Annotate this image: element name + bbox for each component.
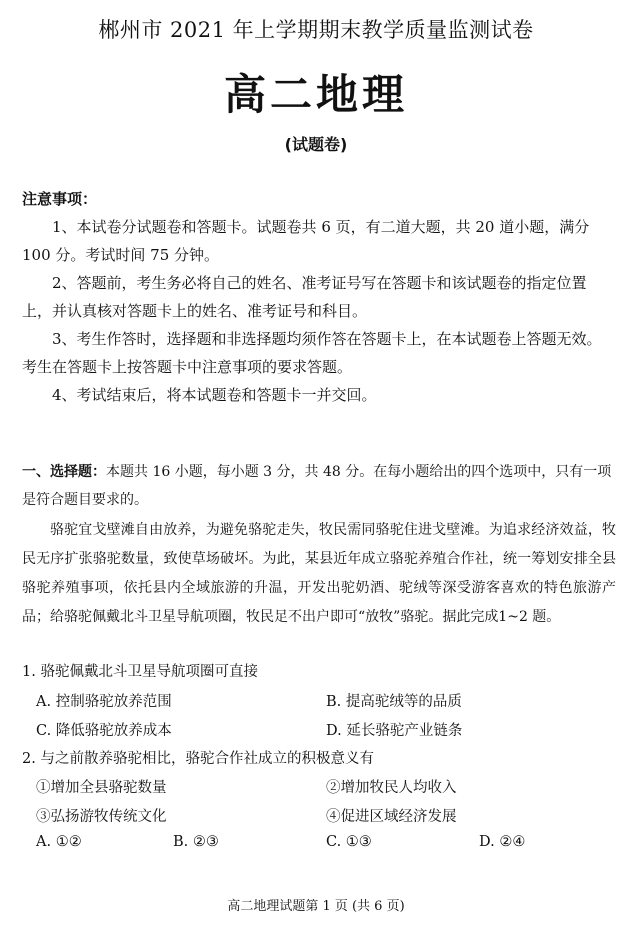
- question-2-option-a: A. ①②: [36, 834, 82, 850]
- notice-item-2: 2、答题前，考生务必将自己的姓名、准考证号写在答题卡和该试题卷的指定位置上，并认真核对答题卡上的姓名、准考证号和科目。: [22, 274, 587, 320]
- notice-item-1: 1、本试卷分试题卷和答题卡。试题卷共 6 页，有二道大题，共 20 道小题，满分 100 分。考试时间 75 分钟。: [22, 218, 590, 264]
- question-1-option-c: C. 降低骆驼放养成本: [36, 723, 172, 739]
- question-2-option-d: D. ②④: [479, 834, 526, 850]
- subject-title: 高二地理: [223, 70, 408, 119]
- volume-label: (试题卷): [284, 135, 348, 154]
- section-title: 一、选择题：: [22, 464, 106, 480]
- section-instructions: 本题共 16 小题，每小题 3 分，共 48 分。在每小题给出的四个选项中，只有一项是符合题目要求的。: [22, 464, 612, 508]
- question-2-statement-3: ③弘扬游牧传统文化: [36, 809, 167, 825]
- reading-passage: 骆驼宜戈壁滩自由放养，为避免骆驼走失，牧民需同骆驼住进戈壁滩。为追求经济效益，牧民无序扩张骆驼数量，致使草场破坏。为此，某县近年成立骆驼养殖合作社，统一筹划安排全县骆驼养殖事项，依托县内全域旅游的升温，开发出驼奶酒、驼绒等深受游客喜欢的特色旅游产品；给骆驼佩戴北斗卫星导航项圈，牧民足不出户即可“放牧”骆驼。据此完成1~2 题。: [22, 522, 616, 625]
- question-2-statement-2: ②增加牧民人均收入: [326, 780, 457, 796]
- question-1-stem: 1. 骆驼佩戴北斗卫星导航项圈可直接: [22, 664, 258, 680]
- question-2-option-c: C. ①③: [326, 834, 372, 850]
- page-footer: 高二地理试题第 1 页 (共 6 页): [227, 899, 405, 914]
- exam-title: 郴州市 2021 年上学期期末教学质量监测试卷: [98, 18, 534, 42]
- question-2-statement-1: ①增加全县骆驼数量: [36, 780, 167, 796]
- notice-item-3: 3、考生作答时，选择题和非选择题均须作答在答题卡上，在本试题卷上答题无效。考生在答题卡上按答题卡中注意事项的要求答题。: [22, 330, 602, 376]
- section-heading: [22, 458, 614, 514]
- question-2-statement-4: ④促进区域经济发展: [326, 809, 457, 825]
- notice-item-4: 4、考试结束后，将本试题卷和答题卡一并交回。: [52, 386, 377, 404]
- question-2-stem: 2. 与之前散养骆驼相比，骆驼合作社成立的积极意义有: [22, 751, 374, 767]
- question-2-option-b: B. ②③: [173, 834, 219, 850]
- question-1-option-a: A. 控制骆驼放养范围: [36, 694, 172, 710]
- question-1-option-d: D. 延长骆驼产业链条: [326, 723, 463, 739]
- question-1-option-b: B. 提高驼绒等的品质: [326, 694, 462, 710]
- notice-heading: 注意事项：: [22, 190, 98, 208]
